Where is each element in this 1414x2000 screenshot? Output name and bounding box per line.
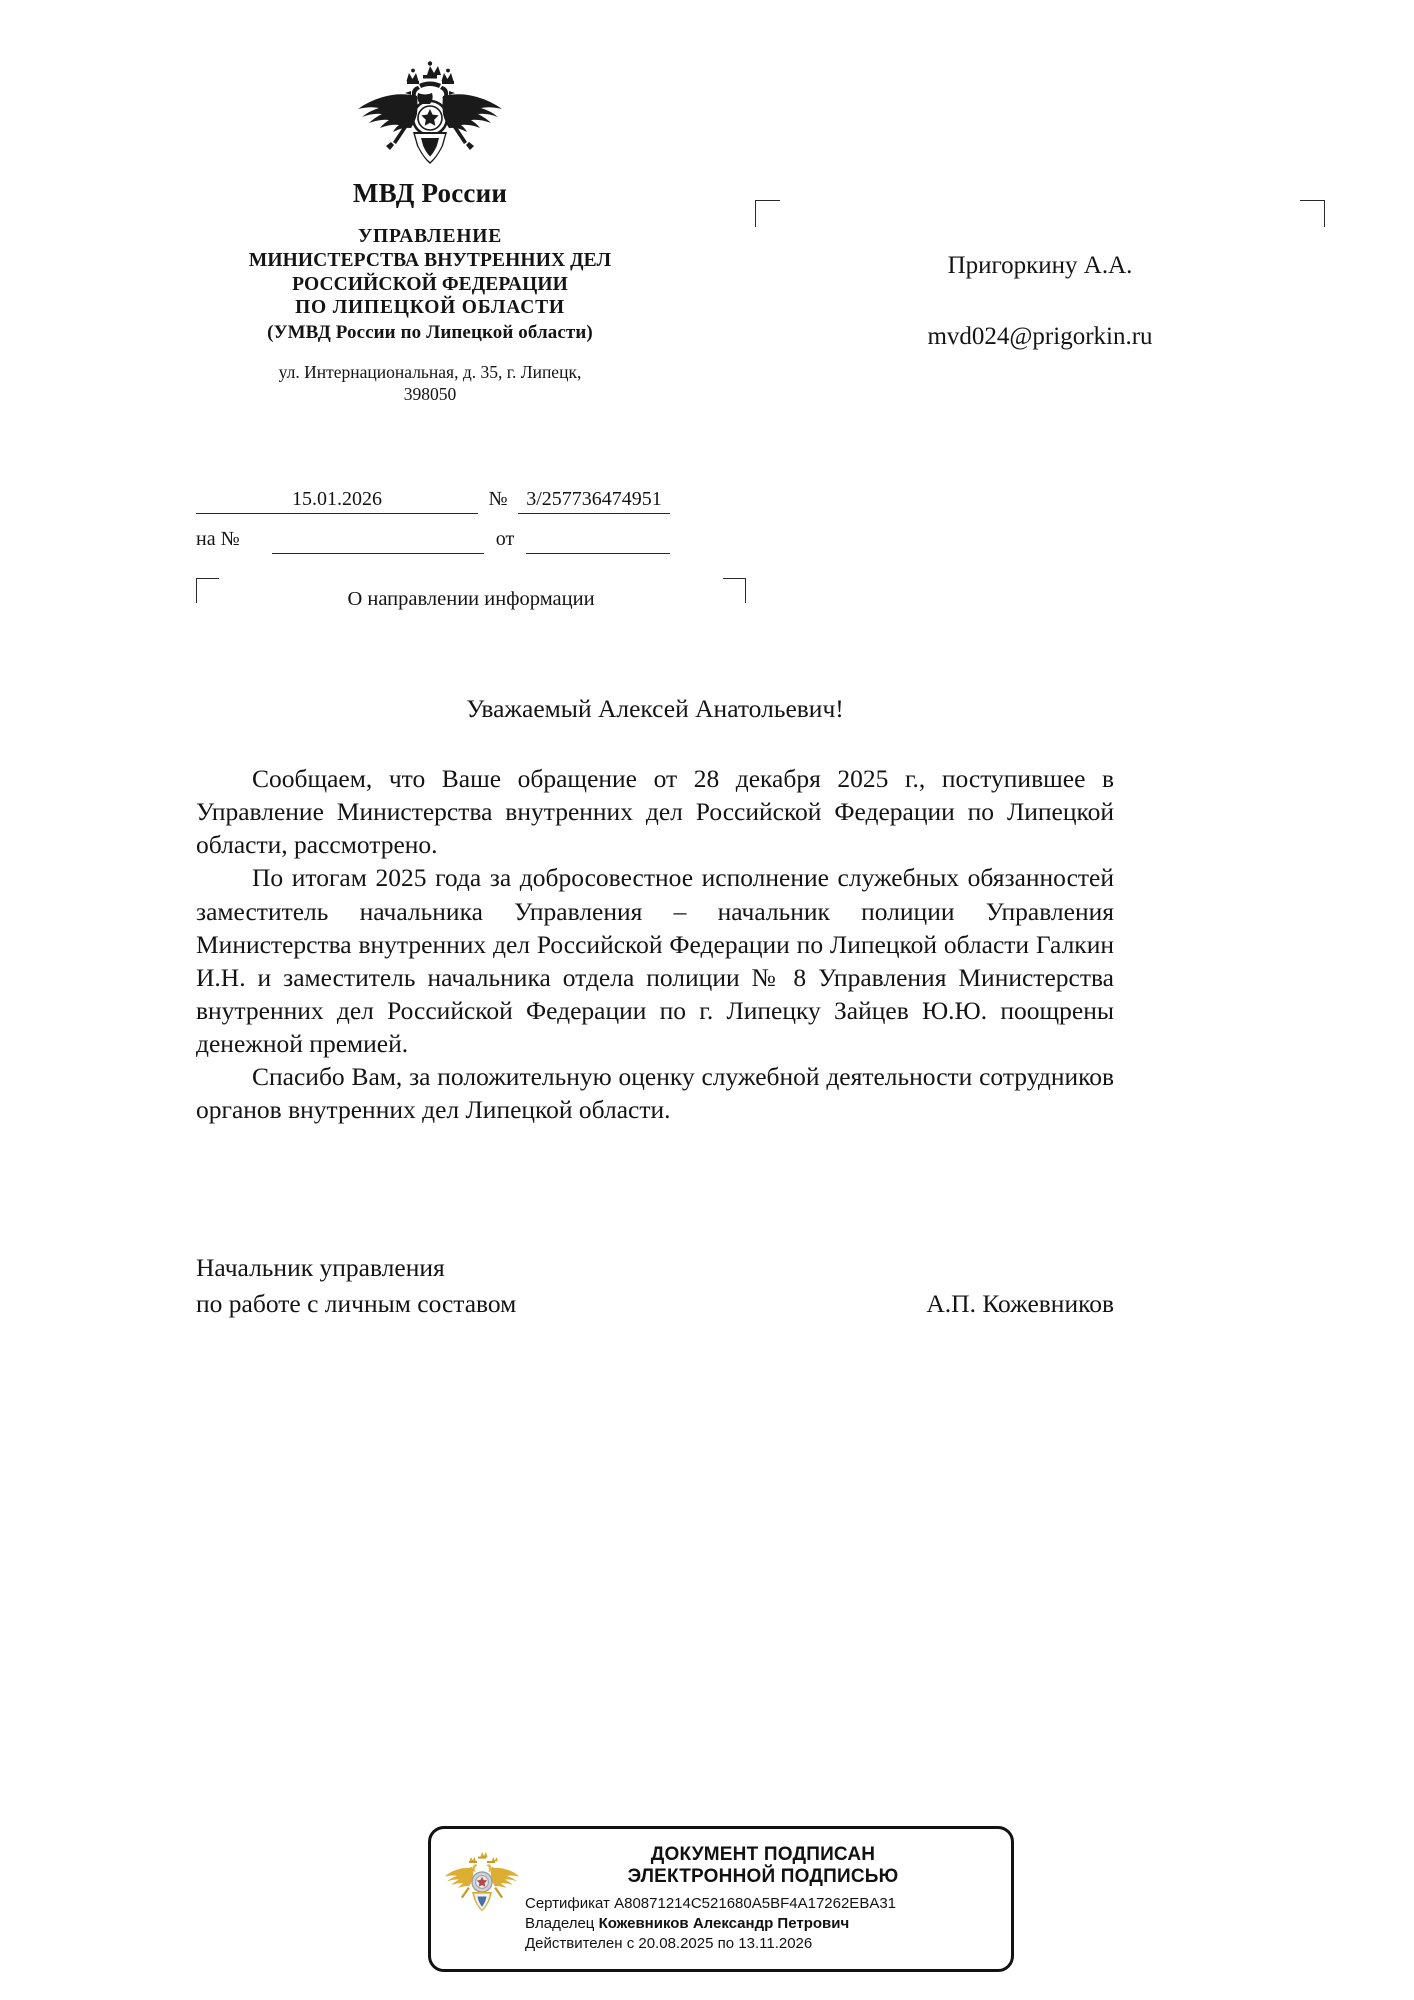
estamp-owner-label: Владелец <box>525 1915 595 1933</box>
estamp-valid-label: Действителен с <box>525 1935 635 1953</box>
org-short-name: (УМВД России по Липецкой области) <box>267 322 593 344</box>
addressee-corner-top-left-icon <box>755 200 780 227</box>
estamp-heading <box>525 1844 1001 1888</box>
address-line-street: ул. Интернациональная, д. 35, г. Липецк, <box>278 362 582 383</box>
org-line-1: УПРАВЛЕНИЕ <box>357 226 503 247</box>
from-date-value <box>526 533 670 554</box>
estamp-certificate-label: Сертификат <box>525 1895 610 1913</box>
reference-row-incoming <box>196 520 670 554</box>
russian-double-headed-eagle-mvd-emblem <box>335 60 525 172</box>
addressee-block <box>755 200 1325 350</box>
reference-block <box>196 482 670 554</box>
org-line-4: ПО ЛИПЕЦКОЙ ОБЛАСТИ <box>295 297 565 319</box>
estamp-validity-row <box>525 1934 1001 1954</box>
estamp-certificate-value: A80871214C521680A5BF4A17262EBA31 <box>614 1895 897 1913</box>
mvd-gold-eagle-emblem <box>445 1849 519 1919</box>
on-number-label: на № <box>196 528 240 550</box>
signer-position-line-1: Начальник управления <box>196 1253 445 1282</box>
estamp-valid-to-label: по <box>717 1935 735 1953</box>
ministry-short-name: МВД России <box>352 178 508 208</box>
estamp-valid-to: 13.11.2026 <box>738 1935 813 1953</box>
letterhead-block <box>196 60 664 406</box>
document-date: 15.01.2026 <box>196 488 478 514</box>
body-paragraph: Спасибо Вам, за положительную оценку служебной деятельности сотрудников органов внутренних дел Липецкой области. <box>196 1062 1114 1125</box>
org-line-2: МИНИСТЕРСТВА ВНУТРЕННИХ ДЕЛ <box>248 249 612 271</box>
letter-body <box>196 762 1114 1127</box>
organization-name-block <box>196 225 664 344</box>
estamp-heading-line-2: ЭЛЕКТРОННОЙ ПОДПИСЬЮ <box>627 1865 899 1887</box>
on-number-value <box>272 533 484 554</box>
estamp-owner-value: Кожевников Александр Петрович <box>598 1915 850 1933</box>
address-line-postcode: 398050 <box>403 384 457 405</box>
document-number: 3/257736474951 <box>518 488 670 514</box>
org-line-3: РОССИЙСКОЙ ФЕДЕРАЦИИ <box>292 273 568 295</box>
signature-block <box>196 1250 1114 1322</box>
signer-position-line-2: по работе с личным составом <box>196 1289 517 1319</box>
addressee-corner-top-right-icon <box>1300 200 1325 227</box>
estamp-heading-line-1: ДОКУМЕНТ ПОДПИСАН <box>650 1843 876 1865</box>
number-sign-label: № <box>488 488 508 510</box>
subject-block <box>196 578 746 628</box>
estamp-valid-from: 20.08.2025 <box>638 1935 714 1953</box>
signer-position <box>196 1250 516 1322</box>
electronic-signature-stamp <box>428 1826 1014 1972</box>
from-date-label: от <box>495 528 515 550</box>
org-address <box>196 362 664 406</box>
body-paragraph: Сообщаем, что Ваше обращение от 28 декабря 2025 г., поступившее в Управление Министерства внутренних дел Российской Федерации по Липецкой области, рассмотрено. <box>196 764 1114 860</box>
reference-row-outgoing <box>196 482 670 514</box>
signer-name: А.П. Кожевников <box>926 1289 1114 1319</box>
subject-text: О направлении информации <box>347 588 595 610</box>
estamp-text-block <box>525 1844 1001 1955</box>
estamp-certificate-row <box>525 1894 1001 1914</box>
addressee-email: mvd024@prigorkin.ru <box>927 323 1153 350</box>
addressee-name: Пригоркину А.А. <box>947 252 1133 279</box>
estamp-owner-row <box>525 1914 1001 1934</box>
body-paragraph: По итогам 2025 года за добросовестное исполнение служебных обязанностей заместитель начальника Управления – начальник полиции Управления Министерства внутренних дел Российской Федерации по Липецкой области Галкин И.Н. и заместитель начальника отдела полиции № 8 Управления Министерства внутренних дел Российской Федерации по г. Липецку Зайцев Ю.Ю. поощрены денежной премией. <box>196 863 1114 1059</box>
greeting-line: Уважаемый Алексей Анатольевич! <box>466 694 844 723</box>
